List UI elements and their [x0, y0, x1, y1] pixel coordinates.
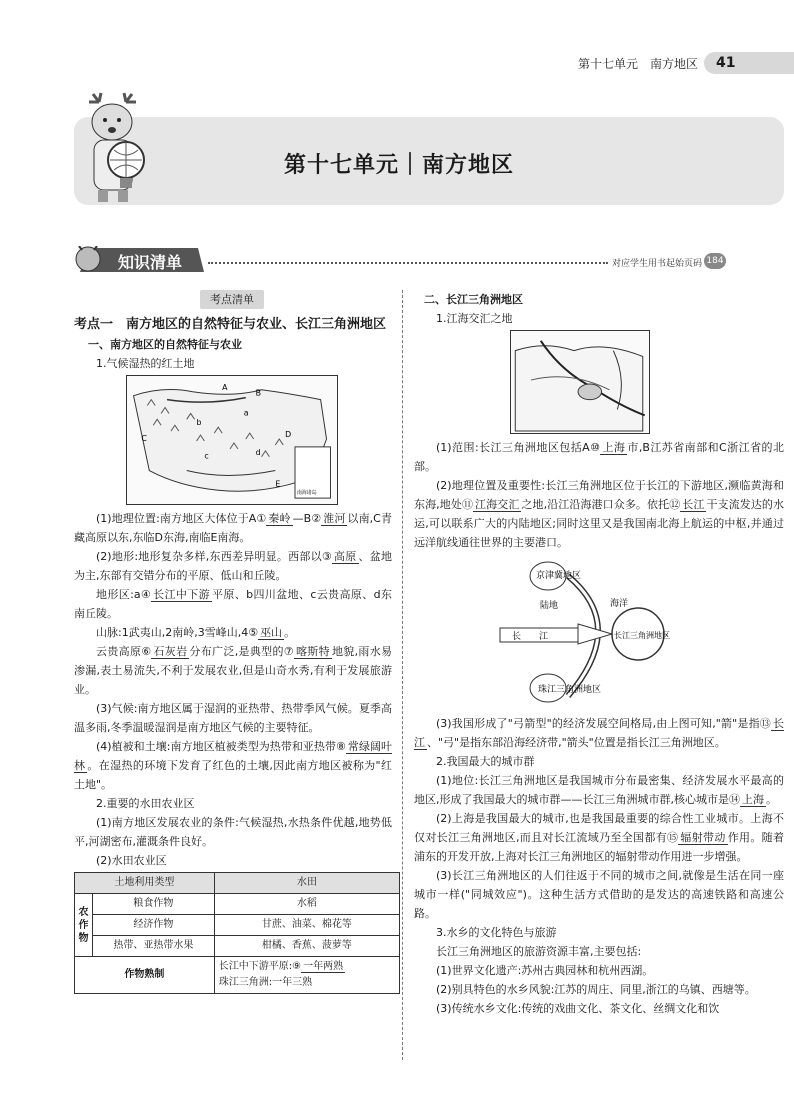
paragraph: (3)传统水乡文化:传统的戏曲文化、茶文化、丝绸文化和饮	[436, 1002, 720, 1015]
paragraph: (3)我国形成了"弓箭型"的经济发展空间格局,由上图可知,"箭"是指⑬ 长江 、"弓"是指东部沿海经济带,"箭头"位置是指长江三角洲地区。	[414, 717, 784, 749]
paragraph: (2)地理位置及重要性:长江三角洲地区位于长江的下游地区,濒临黄海和东海,地处⑪ 江海交汇 之地,沿江沿海港口众多。依托⑫ 长江 干支流发达的水运,可以联系广大的内陆地区;同时这里又是我国南北海上航运的中枢,并通过远洋航线通往世界的主要港口。	[414, 479, 785, 549]
section-label: 知识清单	[118, 253, 183, 272]
diagram-center: 长江三角洲地区	[614, 631, 670, 640]
map-label-A: A	[222, 382, 228, 392]
paragraph: (1)世界文化遗产:苏州古典园林和杭州西湖。	[436, 964, 654, 977]
diagram-land: 陆地	[540, 601, 559, 611]
paragraph: (2)水田农业区	[96, 854, 167, 867]
paragraph: 地形区:a④ 长江中下游 平原、b四川盆地、c云贵高原、d东南丘陵。	[74, 588, 393, 620]
paragraph: (3)气候:南方地区属于湿润的亚热带、热带季风气候。夏季高温多雨,冬季温暖湿润是南方地区气候的主要特征。	[74, 702, 392, 734]
map-label-b: b	[196, 418, 202, 428]
table-row: 农作物 粮食作物 水稻	[75, 894, 400, 915]
subheading: 2.我国最大的城市群	[436, 755, 535, 768]
paragraph: (4)植被和土壤:南方地区植被类型为热带和亚热带⑧ 常绿阔叶林 。在湿热的环境下发育了红色的土壤,因此南方地区被称为"红土地"。	[74, 740, 393, 791]
table-row: 作物熟制 长江中下游平原:⑨ 一年两熟 珠江三角洲:一年三熟	[75, 957, 400, 994]
column-divider	[402, 290, 403, 1060]
table-header: 土地利用类型	[75, 873, 215, 894]
page-number: 41	[704, 52, 794, 74]
paragraph: 云贵高原⑥ 石灰岩 分布广泛,是典型的⑦ 喀斯特 地貌,雨水易渗漏,表土易流失,不利于发展农业,但是山奇水秀,有利于发展旅游业。	[74, 645, 393, 696]
diagram-river: 长 江	[512, 632, 549, 642]
yangtze-delta-map	[510, 330, 650, 434]
subheading: 1.江海交汇之地	[436, 312, 513, 325]
paragraph: (3)长江三角洲地区的人们往返于不同的城市之间,就像是生活在同一座城市一样("同城效应")。这种生活方式借助的是发达的高速铁路和高速公路。	[414, 869, 784, 920]
bow-arrow-diagram	[498, 558, 698, 708]
dotted-divider	[208, 262, 608, 264]
map-label-d: d	[255, 447, 261, 457]
paragraph: (2)地形:地形复杂多样,东西差异明显。西部以③ 高原 、盆地为主,东部有交错分布的平原、低山和丘陵。	[74, 550, 393, 582]
paragraph: 山脉:1武夷山,2南岭,3雪峰山,4⑤ 巫山 。	[96, 626, 296, 639]
south-china-map	[126, 375, 338, 505]
paddy-agriculture-table	[74, 872, 400, 994]
kaodian-title: 考点一 南方地区的自然特征与农业、长江三角洲地区	[74, 317, 387, 332]
table-group: 农作物	[75, 894, 93, 957]
paragraph: 长江三角洲地区的旅游资源丰富,主要包括:	[436, 945, 642, 958]
paragraph: (1)地位:长江三角洲地区是我国城市分布最密集、经济发展水平最高的地区,形成了我国最大的城市群——长江三角洲城市群,核心城市是⑭ 上海 。	[414, 774, 784, 806]
page-ref-number: 184	[704, 253, 726, 269]
deer-mascot-icon	[74, 92, 174, 207]
table-row: 热带、亚热带水果 柑橘、香蕉、菠萝等	[75, 936, 400, 957]
map-label-E: E	[275, 479, 281, 489]
page-title: 第十七单元｜南方地区	[284, 153, 515, 178]
map-label-D: D	[285, 430, 292, 440]
subheading: 2.重要的水田农业区	[96, 797, 195, 810]
map-label-a: a	[243, 408, 249, 418]
map-label-c: c	[204, 451, 209, 461]
map-inset-label: 南海诸岛	[296, 490, 317, 497]
page-ref-note: 对应学生用书起始页码	[612, 259, 703, 269]
right-column	[414, 290, 784, 1018]
map-label-C: C	[141, 433, 147, 443]
diagram-sea: 海洋	[610, 599, 629, 609]
paragraph: (2)别具特色的水乡风貌:江苏的周庄、同里,浙江的乌镇、西塘等。	[436, 983, 756, 996]
diagram-north: 京津冀地区	[536, 571, 582, 581]
subheading: 二、长江三角洲地区	[424, 293, 523, 306]
paragraph: (1)范围:长江三角洲地区包括A⑩ 上海 市,B江苏省南部和C浙江省的北部。	[414, 441, 784, 473]
subheading: 3.水乡的文化特色与旅游	[436, 926, 557, 939]
diagram-south: 珠江三角洲地区	[538, 685, 602, 695]
paragraph: (2)上海是我国最大的城市,也是我国最重要的综合性工业城市。上海不仅对长江三角洲地区,而且对长江流域乃至全国都有⑮ 辐射带动 作用。随着浦东的开发开放,上海对长江三角洲地区的辐射带动作用进一步增强。	[414, 812, 784, 863]
left-column	[74, 290, 392, 994]
paragraph: (1)地理位置:南方地区大体位于A① 秦岭 —B② 淮河 以南,C青藏高原以东,东临D东海,南临E南海。	[74, 512, 392, 544]
table-row: 经济作物 甘蔗、油菜、棉花等	[75, 915, 400, 936]
subheading: 1.气候湿热的红土地	[96, 357, 195, 370]
paragraph: (1)南方地区发展农业的条件:气候湿热,水热条件优越,地势低平,河湖密布,灌溉条件良好。	[74, 816, 392, 848]
map-label-B: B	[255, 388, 262, 398]
table-header: 水田	[214, 873, 399, 894]
kaodian-tag: 考点清单	[200, 290, 264, 309]
running-header: 第十七单元 南方地区	[578, 57, 699, 71]
subheading: 一、南方地区的自然特征与农业	[88, 338, 242, 351]
